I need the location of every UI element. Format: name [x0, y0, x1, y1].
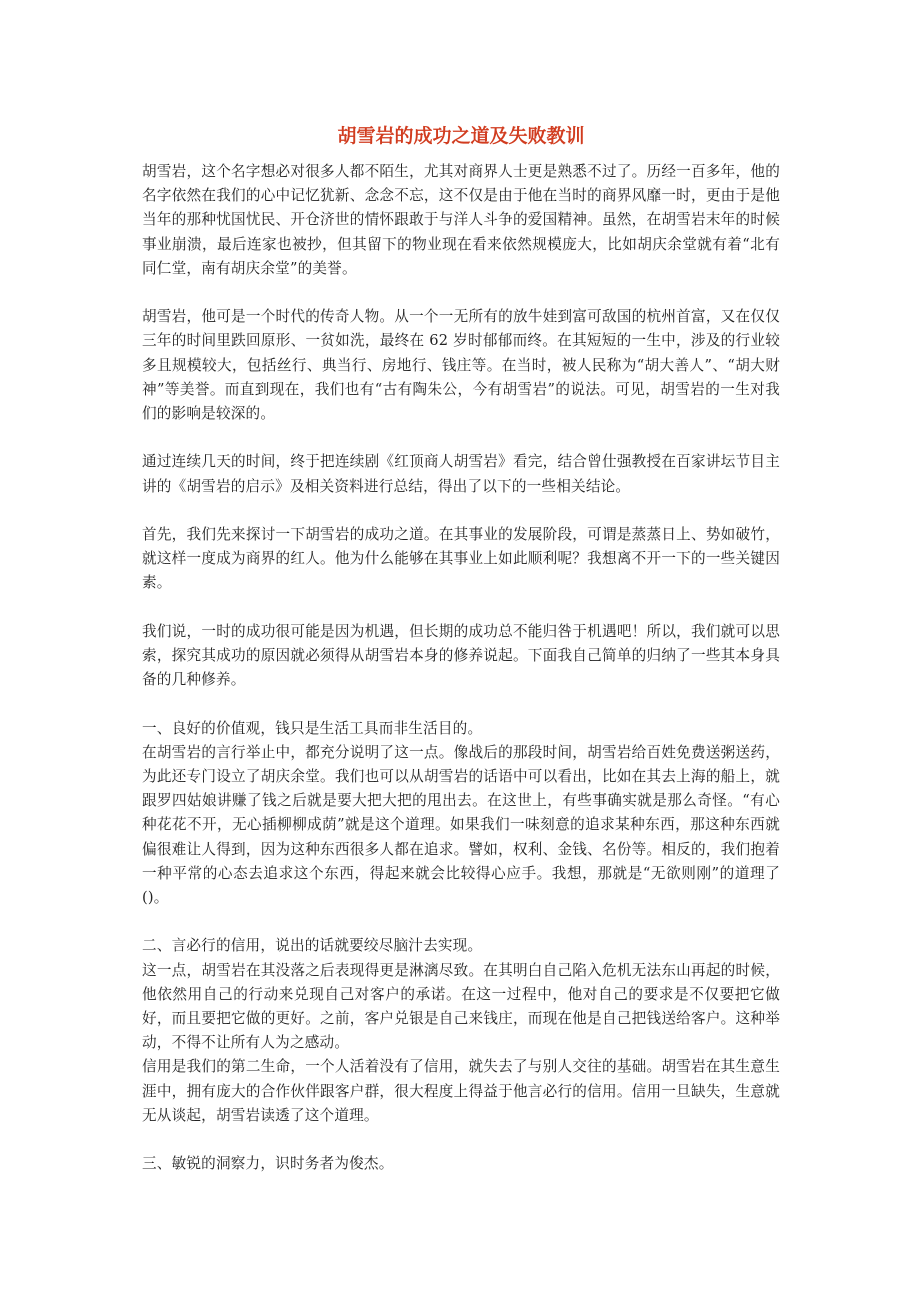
paragraph-success-intro: 首先，我们先来探讨一下胡雪岩的成功之道。在其事业的发展阶段，可谓是蒸蒸日上、势如破竹，就这样一度成为商界的红人。他为什么能够在其事业上如此顺利呢？我想离不开一下的一些关键因素。	[142, 526, 780, 592]
paragraph-intro: 胡雪岩，这个名字想必对很多人都不陌生，尤其对商界人士更是熟悉不过了。历经一百多年，他的名字依然在我们的心中记忆犹新、念念不忘，这不仅是由于他在当时的商界风靡一时，更由于是他当年的那种忧国忧民、开仓济世的情怀跟敢于与洋人斗争的爱国精神。虽然，在胡雪岩末年的时候事业崩溃，最后连家也被抄，但其留下的物业现在看来依然规模庞大，比如胡庆余堂就有着“北有同仁堂，南有胡庆余堂”的美誉。	[142, 163, 780, 277]
paragraph-legend: 胡雪岩，他可是一个时代的传奇人物。从一个一无所有的放牛娃到富可敌国的杭州首富，又在仅仅三年的时间里跌回原形、一贫如洗，最终在 62 岁时郁郁而终。在其短短的一生中，涉及的行业较多且规模较大，包括丝行、典当行、房地行、钱庄等。在当时，被人民称为“胡大善人”、“胡大财神”等美誉。而直到现在，我们也有“古有陶朱公，今有胡雪岩”的说法。可见，胡雪岩的一生对我们的影响是较深的。	[142, 308, 780, 423]
paragraph-self-cultivation: 我们说，一时的成功很可能是因为机遇，但长期的成功总不能归咎于机遇吧！所以，我们就可以思索，探究其成功的原因就必须得从胡雪岩本身的修养说起。下面我自己简单的归纳了一些其本身具备的几种修养。	[142, 622, 780, 689]
section-heading-values: 一、良好的价值观，钱只是生活工具而非生活目的。	[142, 719, 483, 737]
section-heading-insight: 三、敏锐的洞察力，识时务者为俊杰。	[142, 1155, 394, 1173]
paragraph-credit-life: 信用是我们的第二生命，一个人活着没有了信用，就失去了与别人交往的基础。胡雪岩在其生意生涯中，拥有庞大的合作伙伴跟客户群，很大程度上得益于他言必行的信用。信用一旦缺失，生意就无从谈起，胡雪岩读透了这个道理。	[142, 1058, 780, 1124]
section-heading-credit: 二、言必行的信用，说出的话就要绞尽脑汁去实现。	[142, 937, 483, 955]
paragraph-values: 在胡雪岩的言行举止中，都充分说明了这一点。像战后的那段时间，胡雪岩给百姓免费送粥送药，为此还专门设立了胡庆余堂。我们也可以从胡雪岩的话语中可以看出，比如在其去上海的船上，就跟罗四姑娘讲赚了钱之后就是要大把大把的甩出去。在这世上，有些事确实就是那么奇怪。“有心种花花不开，无心插柳柳成荫”就是这个道理。如果我们一味刻意的追求某种东西，那这种东西就偏很难让人得到，因为这种东西很多人都在追求。譬如，权利、金钱、名份等。相反的，我们抱着一种平常的心态去追求这个东西，得起来就会比较得心应手。我想，那就是“无欲则刚”的道理了()。	[142, 743, 780, 907]
document-body	[142, 160, 780, 1176]
document-title: 胡雪岩的成功之道及失败教训	[337, 125, 585, 147]
paragraph-sources: 通过连续几天的时间，终于把连续剧《红顶商人胡雪岩》看完，结合曾仕强教授在百家讲坛节目主讲的《胡雪岩的启示》及相关资料进行总结，得出了以下的一些相关结论。	[142, 453, 780, 495]
paragraph-credit-action: 这一点，胡雪岩在其没落之后表现得更是淋漓尽致。在其明白自己陷入危机无法东山再起的时候，他依然用自己的行动来兑现自己对客户的承诺。在这一过程中，他对自己的要求是不仅要把它做好，而且要把它做的更好。之前，客户兑银是自己来钱庄，而现在他是自己把钱送给客户。这种举动，不得不让所有人为之感动。	[142, 961, 780, 1052]
